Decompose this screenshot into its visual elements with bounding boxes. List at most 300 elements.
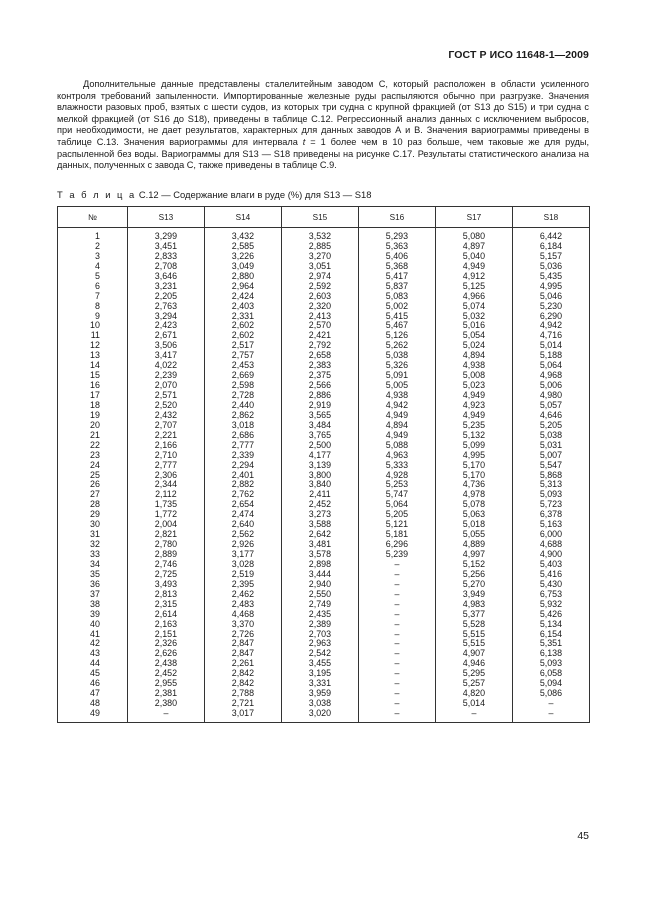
value-cell: 4,736 <box>435 480 512 490</box>
value-cell: 3,565 <box>281 411 358 421</box>
value-cell: 2,658 <box>281 351 358 361</box>
value-cell: 2,381 <box>127 689 204 699</box>
value-cell: 3,646 <box>127 272 204 282</box>
value-cell: 5,747 <box>358 490 435 500</box>
value-cell: 2,842 <box>204 669 281 679</box>
value-cell: 2,592 <box>281 282 358 292</box>
value-cell: 2,166 <box>127 441 204 451</box>
value-cell: 6,296 <box>358 540 435 550</box>
row-number-cell: 32 <box>58 540 128 550</box>
value-cell: 2,474 <box>204 510 281 520</box>
value-cell: 2,320 <box>281 302 358 312</box>
value-cell: 5,040 <box>435 252 512 262</box>
value-cell: 5,031 <box>512 441 589 451</box>
value-cell: 4,889 <box>435 540 512 550</box>
row-number-cell: 16 <box>58 381 128 391</box>
value-cell: 4,963 <box>358 451 435 461</box>
value-cell: 2,519 <box>204 570 281 580</box>
row-number-cell: 23 <box>58 451 128 461</box>
row-number-cell: 30 <box>58 520 128 530</box>
value-cell: 3,331 <box>281 679 358 689</box>
value-cell: 4,923 <box>435 401 512 411</box>
value-cell: – <box>358 649 435 659</box>
row-number-cell: 13 <box>58 351 128 361</box>
value-cell: 5,126 <box>358 331 435 341</box>
value-cell: – <box>358 620 435 630</box>
value-cell: 2,424 <box>204 292 281 302</box>
value-cell: 5,239 <box>358 550 435 560</box>
value-cell: 3,226 <box>204 252 281 262</box>
value-cell: 2,762 <box>204 490 281 500</box>
value-cell: 2,375 <box>281 371 358 381</box>
value-cell: 4,688 <box>512 540 589 550</box>
table-body <box>58 228 590 723</box>
row-number-cell: 36 <box>58 580 128 590</box>
row-number-cell: 49 <box>58 709 128 722</box>
table-row <box>58 709 590 722</box>
value-cell: 2,205 <box>127 292 204 302</box>
value-cell: 2,963 <box>281 639 358 649</box>
row-number-cell: 31 <box>58 530 128 540</box>
value-cell: 6,753 <box>512 590 589 600</box>
value-cell: 5,515 <box>435 630 512 640</box>
row-number-cell: 11 <box>58 331 128 341</box>
value-cell: 5,016 <box>435 321 512 331</box>
value-cell: 5,064 <box>512 361 589 371</box>
value-cell: 4,949 <box>435 391 512 401</box>
row-number-cell: 45 <box>58 669 128 679</box>
table-header-row <box>58 207 590 228</box>
value-cell: 5,333 <box>358 461 435 471</box>
row-number-cell: 6 <box>58 282 128 292</box>
value-cell: 5,054 <box>435 331 512 341</box>
header-cell-s14: S14 <box>204 207 281 228</box>
value-cell: – <box>358 590 435 600</box>
value-cell: – <box>358 560 435 570</box>
value-cell: 5,036 <box>512 262 589 272</box>
value-cell: 5,064 <box>358 500 435 510</box>
value-cell: 3,765 <box>281 431 358 441</box>
value-cell: 5,430 <box>512 580 589 590</box>
value-cell: 2,520 <box>127 401 204 411</box>
value-cell: 5,038 <box>358 351 435 361</box>
value-cell: 4,980 <box>512 391 589 401</box>
value-cell: 5,262 <box>358 341 435 351</box>
table-row <box>58 302 590 312</box>
moisture-table <box>57 206 590 723</box>
value-cell: 5,152 <box>435 560 512 570</box>
value-cell: 2,401 <box>204 471 281 481</box>
value-cell: 2,940 <box>281 580 358 590</box>
intro-text-part-1: Дополнительные данные представлены сталелитейным заводом С, который расположен в области усиленного контроля требований запыленности. Импортированные железные руды распыляются обычно при разгрузке. Значения влажности разовых проб, взятых с шести судов, из которых три судна с крупной фракцией (от S13 до S15) и три судна с мелкой фракцией (от S16 до S18), приведены в таблице С.12. Регрессионный анализ данных с исключением выбросов, при необходимости, не дает результатов, характерных для данных заводов А и В. Значения вариограммы приведены в таблице С.13. Значения вариограммы для интервала <box>57 79 589 147</box>
value-cell: 6,442 <box>512 228 589 242</box>
row-number-cell: 5 <box>58 272 128 282</box>
value-cell: 2,452 <box>281 500 358 510</box>
value-cell: 2,151 <box>127 630 204 640</box>
value-cell: 5,057 <box>512 401 589 411</box>
value-cell: 6,184 <box>512 242 589 252</box>
value-cell: 3,018 <box>204 421 281 431</box>
value-cell: 3,417 <box>127 351 204 361</box>
value-cell: 2,642 <box>281 530 358 540</box>
value-cell: 5,723 <box>512 500 589 510</box>
value-cell: 4,900 <box>512 550 589 560</box>
value-cell: 5,313 <box>512 480 589 490</box>
value-cell: 5,088 <box>358 441 435 451</box>
document-header: ГОСТ Р ИСО 11648-1—2009 <box>448 49 589 61</box>
value-cell: 2,326 <box>127 639 204 649</box>
row-number-cell: 44 <box>58 659 128 669</box>
value-cell: 2,562 <box>204 530 281 540</box>
value-cell: 2,517 <box>204 341 281 351</box>
value-cell: 3,578 <box>281 550 358 560</box>
value-cell: 5,363 <box>358 242 435 252</box>
row-number-cell: 34 <box>58 560 128 570</box>
row-number-cell: 18 <box>58 401 128 411</box>
value-cell: 5,528 <box>435 620 512 630</box>
value-cell: 3,800 <box>281 471 358 481</box>
value-cell: 2,725 <box>127 570 204 580</box>
value-cell: 2,344 <box>127 480 204 490</box>
row-number-cell: 35 <box>58 570 128 580</box>
value-cell: 2,721 <box>204 699 281 709</box>
value-cell: 5,078 <box>435 500 512 510</box>
value-cell: 2,777 <box>204 441 281 451</box>
value-cell: 2,462 <box>204 590 281 600</box>
value-cell: 2,411 <box>281 490 358 500</box>
value-cell: 5,007 <box>512 451 589 461</box>
value-cell: 2,792 <box>281 341 358 351</box>
value-cell: 2,964 <box>204 282 281 292</box>
row-number-cell: 38 <box>58 600 128 610</box>
value-cell: 3,038 <box>281 699 358 709</box>
value-cell: 3,455 <box>281 659 358 669</box>
value-cell: 2,833 <box>127 252 204 262</box>
row-number-cell: 8 <box>58 302 128 312</box>
value-cell: – <box>358 570 435 580</box>
value-cell: 5,132 <box>435 431 512 441</box>
header-cell-s16: S16 <box>358 207 435 228</box>
value-cell: – <box>358 630 435 640</box>
value-cell: 2,842 <box>204 679 281 689</box>
value-cell: 4,995 <box>435 451 512 461</box>
value-cell: 4,938 <box>358 391 435 401</box>
value-cell: – <box>358 689 435 699</box>
value-cell: 4,983 <box>435 600 512 610</box>
value-cell: 5,023 <box>435 381 512 391</box>
value-cell: 3,484 <box>281 421 358 431</box>
value-cell: 2,566 <box>281 381 358 391</box>
value-cell: 5,014 <box>435 699 512 709</box>
value-cell: 5,121 <box>358 520 435 530</box>
value-cell: 5,368 <box>358 262 435 272</box>
row-number-cell: 22 <box>58 441 128 451</box>
value-cell: 5,868 <box>512 471 589 481</box>
value-cell: 3,273 <box>281 510 358 520</box>
value-cell: 2,847 <box>204 639 281 649</box>
value-cell: 3,506 <box>127 341 204 351</box>
value-cell: 2,671 <box>127 331 204 341</box>
value-cell: 5,270 <box>435 580 512 590</box>
value-cell: 3,299 <box>127 228 204 242</box>
value-cell: 5,038 <box>512 431 589 441</box>
row-number-cell: 25 <box>58 471 128 481</box>
value-cell: 3,231 <box>127 282 204 292</box>
value-cell: 5,256 <box>435 570 512 580</box>
value-cell: – <box>358 610 435 620</box>
value-cell: 4,022 <box>127 361 204 371</box>
value-cell: 2,746 <box>127 560 204 570</box>
row-number-cell: 3 <box>58 252 128 262</box>
value-cell: 2,550 <box>281 590 358 600</box>
table-caption-prefix: Т а б л и ц а <box>57 189 137 200</box>
value-cell: 5,170 <box>435 471 512 481</box>
row-number-cell: 48 <box>58 699 128 709</box>
value-cell: 2,880 <box>204 272 281 282</box>
value-cell: 5,415 <box>358 312 435 322</box>
row-number-cell: 24 <box>58 461 128 471</box>
value-cell: 2,886 <box>281 391 358 401</box>
value-cell: – <box>358 669 435 679</box>
value-cell: 2,453 <box>204 361 281 371</box>
value-cell: 3,370 <box>204 620 281 630</box>
value-cell: 2,421 <box>281 331 358 341</box>
value-cell: 3,177 <box>204 550 281 560</box>
table-caption-text: С.12 — Содержание влаги в руде (%) для S13 — S18 <box>136 189 372 200</box>
value-cell: 6,058 <box>512 669 589 679</box>
value-cell: 2,315 <box>127 600 204 610</box>
value-cell: – <box>512 699 589 709</box>
value-cell: 2,862 <box>204 411 281 421</box>
row-number-cell: 29 <box>58 510 128 520</box>
value-cell: 5,093 <box>512 490 589 500</box>
value-cell: 5,467 <box>358 321 435 331</box>
value-cell: 2,889 <box>127 550 204 560</box>
value-cell: 6,290 <box>512 312 589 322</box>
value-cell: 2,598 <box>204 381 281 391</box>
value-cell: 2,570 <box>281 321 358 331</box>
value-cell: 2,640 <box>204 520 281 530</box>
row-number-cell: 41 <box>58 630 128 640</box>
value-cell: 6,000 <box>512 530 589 540</box>
value-cell: 4,907 <box>435 649 512 659</box>
value-cell: 5,094 <box>512 679 589 689</box>
value-cell: 3,493 <box>127 580 204 590</box>
row-number-cell: 28 <box>58 500 128 510</box>
value-cell: 5,377 <box>435 610 512 620</box>
value-cell: – <box>358 679 435 689</box>
row-number-cell: 33 <box>58 550 128 560</box>
value-cell: 2,112 <box>127 490 204 500</box>
value-cell: 3,532 <box>281 228 358 242</box>
value-cell: 4,716 <box>512 331 589 341</box>
header-cell-number: № <box>58 207 128 228</box>
value-cell: 2,919 <box>281 401 358 411</box>
row-number-cell: 27 <box>58 490 128 500</box>
value-cell: 2,749 <box>281 600 358 610</box>
value-cell: 2,813 <box>127 590 204 600</box>
value-cell: 5,235 <box>435 421 512 431</box>
value-cell: – <box>358 709 435 722</box>
value-cell: – <box>358 699 435 709</box>
value-cell: 2,389 <box>281 620 358 630</box>
row-number-cell: 14 <box>58 361 128 371</box>
value-cell: 5,014 <box>512 341 589 351</box>
value-cell: 5,181 <box>358 530 435 540</box>
value-cell: 2,331 <box>204 312 281 322</box>
value-cell: – <box>435 709 512 722</box>
value-cell: 5,134 <box>512 620 589 630</box>
value-cell: 2,435 <box>281 610 358 620</box>
value-cell: 2,380 <box>127 699 204 709</box>
value-cell: 4,949 <box>435 411 512 421</box>
value-cell: 4,820 <box>435 689 512 699</box>
row-number-cell: 47 <box>58 689 128 699</box>
value-cell: 2,763 <box>127 302 204 312</box>
value-cell: 2,500 <box>281 441 358 451</box>
value-cell: 2,726 <box>204 630 281 640</box>
value-cell: 3,588 <box>281 520 358 530</box>
value-cell: 3,451 <box>127 242 204 252</box>
value-cell: 5,351 <box>512 639 589 649</box>
value-cell: 2,440 <box>204 401 281 411</box>
value-cell: 2,483 <box>204 600 281 610</box>
value-cell: 4,468 <box>204 610 281 620</box>
interval-symbol: t <box>302 136 306 147</box>
row-number-cell: 39 <box>58 610 128 620</box>
header-cell-s18: S18 <box>512 207 589 228</box>
value-cell: 5,253 <box>358 480 435 490</box>
value-cell: 5,170 <box>435 461 512 471</box>
value-cell: 4,978 <box>435 490 512 500</box>
value-cell: 3,051 <box>281 262 358 272</box>
value-cell: 2,614 <box>127 610 204 620</box>
header-cell-s17: S17 <box>435 207 512 228</box>
table-caption <box>57 189 371 200</box>
value-cell: 2,221 <box>127 431 204 441</box>
value-cell: 5,435 <box>512 272 589 282</box>
value-cell: 5,093 <box>512 659 589 669</box>
value-cell: 2,602 <box>204 331 281 341</box>
row-number-cell: 21 <box>58 431 128 441</box>
value-cell: 4,942 <box>512 321 589 331</box>
value-cell: 3,139 <box>281 461 358 471</box>
value-cell: 4,177 <box>281 451 358 461</box>
value-cell: 2,413 <box>281 312 358 322</box>
value-cell: 2,821 <box>127 530 204 540</box>
value-cell: 2,898 <box>281 560 358 570</box>
value-cell: 5,257 <box>435 679 512 689</box>
row-number-cell: 17 <box>58 391 128 401</box>
value-cell: 5,406 <box>358 252 435 262</box>
value-cell: 5,837 <box>358 282 435 292</box>
value-cell: 4,646 <box>512 411 589 421</box>
value-cell: 4,894 <box>435 351 512 361</box>
value-cell: 2,423 <box>127 321 204 331</box>
value-cell: 2,926 <box>204 540 281 550</box>
value-cell: 5,295 <box>435 669 512 679</box>
header-cell-s15: S15 <box>281 207 358 228</box>
value-cell: 4,897 <box>435 242 512 252</box>
value-cell: 5,547 <box>512 461 589 471</box>
value-cell: – <box>512 709 589 722</box>
row-number-cell: 42 <box>58 639 128 649</box>
row-number-cell: 4 <box>58 262 128 272</box>
value-cell: 5,055 <box>435 530 512 540</box>
row-number-cell: 37 <box>58 590 128 600</box>
value-cell: 2,383 <box>281 361 358 371</box>
value-cell: 5,006 <box>512 381 589 391</box>
value-cell: 2,004 <box>127 520 204 530</box>
value-cell: 4,946 <box>435 659 512 669</box>
row-number-cell: 12 <box>58 341 128 351</box>
value-cell: 2,070 <box>127 381 204 391</box>
value-cell: 4,912 <box>435 272 512 282</box>
value-cell: 5,086 <box>512 689 589 699</box>
intro-text-part-2: = 1 более чем в 10 раз больше, чем таковые же для руды, распыленной без воды. Вариограммы для S13 — S18 приведены на рисунке С.17. Результаты статистического анализа на данных, полученных с завода С, также приведены в таблице С.9. <box>57 136 589 171</box>
value-cell: 3,195 <box>281 669 358 679</box>
value-cell: 2,432 <box>127 411 204 421</box>
value-cell: 2,261 <box>204 659 281 669</box>
page-number: 45 <box>577 830 589 842</box>
row-number-cell: 7 <box>58 292 128 302</box>
row-number-cell: 20 <box>58 421 128 431</box>
value-cell: 2,885 <box>281 242 358 252</box>
value-cell: 2,847 <box>204 649 281 659</box>
value-cell: 6,378 <box>512 510 589 520</box>
value-cell: 2,882 <box>204 480 281 490</box>
table-row <box>58 620 590 630</box>
row-number-cell: 43 <box>58 649 128 659</box>
value-cell: 2,669 <box>204 371 281 381</box>
row-number-cell: 26 <box>58 480 128 490</box>
value-cell: 5,032 <box>435 312 512 322</box>
value-cell: 5,005 <box>358 381 435 391</box>
value-cell: 5,205 <box>358 510 435 520</box>
value-cell: 3,294 <box>127 312 204 322</box>
value-cell: 2,654 <box>204 500 281 510</box>
value-cell: 5,063 <box>435 510 512 520</box>
value-cell: 5,230 <box>512 302 589 312</box>
value-cell: 2,339 <box>204 451 281 461</box>
value-cell: 2,757 <box>204 351 281 361</box>
value-cell: 2,686 <box>204 431 281 441</box>
value-cell: 4,942 <box>358 401 435 411</box>
value-cell: 3,049 <box>204 262 281 272</box>
value-cell: 4,938 <box>435 361 512 371</box>
header-cell-s13: S13 <box>127 207 204 228</box>
value-cell: 5,046 <box>512 292 589 302</box>
value-cell: 6,154 <box>512 630 589 640</box>
value-cell: 5,416 <box>512 570 589 580</box>
row-number-cell: 10 <box>58 321 128 331</box>
value-cell: 2,438 <box>127 659 204 669</box>
row-number-cell: 1 <box>58 228 128 242</box>
value-cell: 2,542 <box>281 649 358 659</box>
value-cell: 3,017 <box>204 709 281 722</box>
value-cell: – <box>358 659 435 669</box>
value-cell: 2,955 <box>127 679 204 689</box>
value-cell: 5,163 <box>512 520 589 530</box>
value-cell: 5,932 <box>512 600 589 610</box>
value-cell: 2,571 <box>127 391 204 401</box>
value-cell: 2,294 <box>204 461 281 471</box>
row-number-cell: 9 <box>58 312 128 322</box>
value-cell: 2,585 <box>204 242 281 252</box>
value-cell: 5,074 <box>435 302 512 312</box>
value-cell: 3,959 <box>281 689 358 699</box>
row-number-cell: 2 <box>58 242 128 252</box>
